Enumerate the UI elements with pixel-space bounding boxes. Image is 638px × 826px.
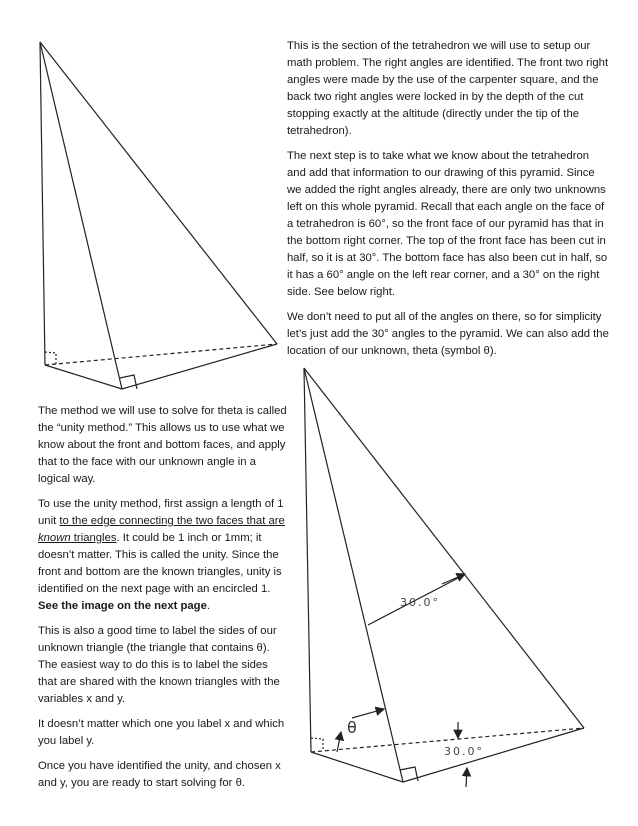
text-span: . — [206, 600, 211, 612]
pyramid-figure-1 — [40, 42, 277, 389]
paragraph-next-step: The next step is to take what we know about the tetrahedron and add that information to our drawing of this pyramid. Since we added the right angles already, there are only two unknowns left on this whole pyramid. Recall that each angle on the face of a tetrahedron is 60°, so the front face of our pyramid has that in the bottom right corner. The top of the front face has been cut in half, so it is at 30°. The bottom face has also been cut in half, so it has a 60° angle on the left rear corner, and a 30° on the right side. See below right. — [287, 150, 608, 298]
text-span: . It could be 1 inch or 1mm; it doesn’t matter. This is called the unity. Since the front and bottom are the known triangles, unity is identified on the next page with an encircled 1. — [38, 532, 282, 595]
theta-label: θ — [347, 718, 357, 737]
text-span: To use the unity method, first assign a length of 1 unit — [38, 498, 284, 527]
angle-label-bottom: 30.0° — [444, 745, 484, 758]
angle-arrow-theta — [352, 709, 384, 718]
paragraph-section-intro: This is the section of the tetrahedron we will use to setup our math problem. The right angles are identified. The front two right angles were made by the use of the carpenter square, and the back two right angles were locked in by the depth of the cut stopping exactly at the altitude (directly under the tip of the tetrahedron). — [287, 40, 609, 137]
right-angle-marker-back — [311, 738, 323, 751]
pyramid-figure-2 — [304, 368, 584, 787]
italic-text: known — [38, 532, 71, 544]
angle-label-front: 30.0° — [400, 596, 440, 609]
edge-apex-back-left — [40, 42, 45, 365]
edge-back-left-front — [311, 752, 403, 782]
paragraph-unity-method: The method we will use to solve for theta is called the “unity method.” This allows us to use what we know about the front and bottom faces, and apply that to the face with our unknown angle in a logical way. — [38, 405, 287, 485]
angle-arrow-bottom-lower — [466, 768, 467, 787]
angle-arrow-top — [442, 574, 465, 584]
bold-text: See the image on the next page — [38, 600, 207, 612]
paragraph-ready: Once you have identified the unity, and chosen x and y, you are ready to start solving for θ. — [38, 760, 281, 789]
edge-apex-back-left — [304, 368, 311, 752]
edge-back-left-front — [45, 365, 122, 389]
edge-apex-right — [304, 368, 584, 728]
paragraph-label-sides: This is also a good time to label the sides of our unknown triangle (the triangle that contains θ). The easiest way to do this is to label the sides that are shared with the known triangles with the variables x and y. — [38, 625, 280, 705]
text-span: to the edge connecting the two faces that are — [59, 515, 285, 527]
paragraph-simplicity: We don’t need to put all of the angles on there, so for simplicity let’s just add the 30° angles to the pyramid. We can also add the location of our unknown, theta (symbol θ). — [287, 311, 609, 357]
text-span: triangles — [70, 532, 117, 544]
right-angle-marker-back — [45, 352, 56, 364]
paragraph-label-choice: It doesn’t matter which one you label x and which you label y. — [38, 718, 285, 747]
